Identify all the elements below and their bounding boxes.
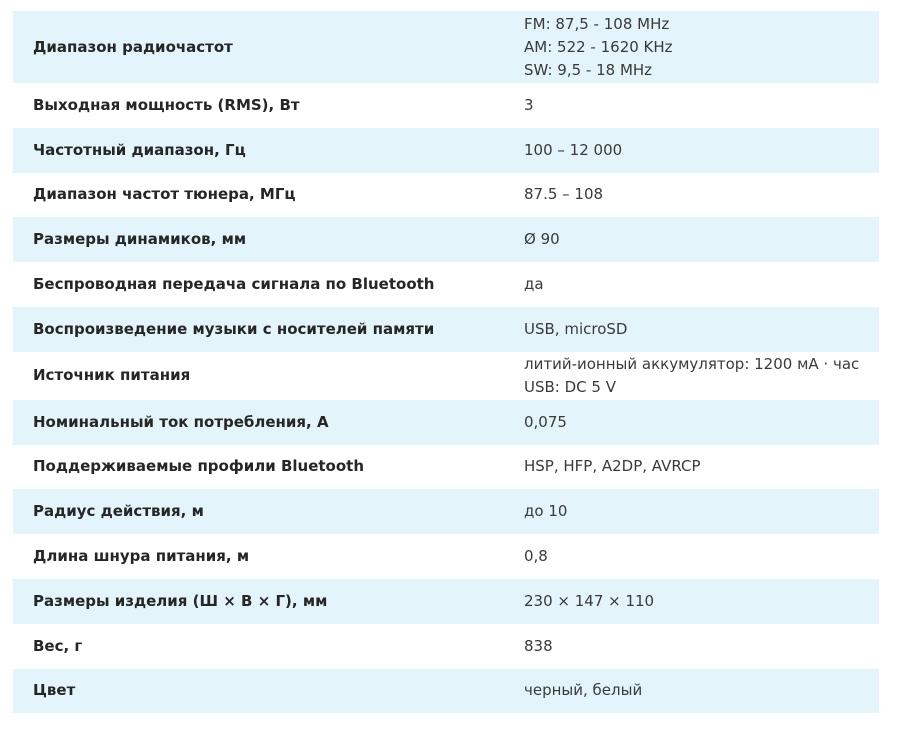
spec-value: [510, 11, 879, 83]
spec-label: Цвет: [33, 681, 76, 700]
table-row: [13, 217, 879, 262]
spec-label: Поддерживаемые профили Bluetooth: [33, 457, 365, 476]
spec-label: Диапазон частот тюнера, МГц: [33, 185, 296, 204]
spec-value: [510, 128, 879, 173]
specifications-body: [13, 11, 879, 713]
table-row: [13, 128, 879, 173]
spec-label: Беспроводная передача сигнала по Bluetooth: [33, 275, 435, 294]
spec-value: [510, 445, 879, 490]
spec-label: Диапазон радиочастот: [33, 37, 233, 56]
spec-value: [510, 262, 879, 307]
table-row: [13, 400, 879, 445]
table-row: [13, 579, 879, 624]
spec-value-line: AM: 522 - 1620 KHz: [524, 37, 673, 56]
spec-value: [510, 83, 879, 128]
spec-label: Выходная мощность (RMS), Вт: [33, 95, 300, 114]
table-row: [13, 83, 879, 128]
spec-label: Воспроизведение музыки с носителей памяти: [33, 319, 435, 338]
table-row: [13, 445, 879, 490]
spec-label: Длина шнура питания, м: [33, 547, 250, 566]
spec-value-line: SW: 9,5 - 18 MHz: [524, 60, 653, 79]
spec-value: [510, 579, 879, 624]
spec-label: Размеры изделия (Ш × В × Г), мм: [33, 591, 328, 610]
table-row: [13, 262, 879, 307]
spec-value: [510, 352, 879, 400]
table-row: [13, 489, 879, 534]
spec-value-line: 0,8: [524, 547, 548, 566]
spec-label: Вес, г: [33, 636, 83, 655]
spec-value-line: HSP, HFP, A2DP, AVRCP: [524, 457, 701, 476]
spec-label: Номинальный ток потребления, А: [33, 412, 329, 431]
spec-label: Источник питания: [33, 366, 191, 385]
spec-label: Радиус действия, м: [33, 502, 204, 521]
spec-label: Частотный диапазон, Гц: [33, 140, 246, 159]
spec-value-line: 838: [524, 636, 553, 655]
spec-value: [510, 400, 879, 445]
spec-value-line: черный, белый: [524, 681, 643, 700]
table-row: [13, 624, 879, 669]
spec-value: [510, 669, 879, 714]
spec-value-line: 3: [524, 95, 534, 114]
spec-value: [510, 624, 879, 669]
table-row: [13, 352, 879, 400]
table-row: [13, 534, 879, 579]
spec-value-line: до 10: [524, 502, 568, 521]
table-row: [13, 11, 879, 83]
spec-value-line: 87.5 – 108: [524, 185, 604, 204]
spec-value-line: да: [524, 275, 544, 294]
table-row: [13, 173, 879, 218]
spec-value-line: FM: 87,5 - 108 MHz: [524, 14, 670, 33]
spec-value: [510, 173, 879, 218]
spec-value: [510, 217, 879, 262]
spec-value-line: USB: DC 5 V: [524, 377, 616, 396]
spec-value-line: USB, microSD: [524, 319, 628, 338]
spec-value-line: 100 – 12 000: [524, 140, 623, 159]
spec-label: Размеры динамиков, мм: [33, 230, 247, 249]
specifications-table: [13, 11, 879, 713]
spec-value-line: Ø 90: [524, 230, 560, 249]
spec-value-line: 230 × 147 × 110: [524, 591, 655, 610]
spec-value-line: 0,075: [524, 412, 567, 431]
spec-value: [510, 534, 879, 579]
spec-value-line: литий-ионный аккумулятор: 1200 мА · час: [524, 354, 860, 373]
table-row: [13, 669, 879, 714]
spec-value: [510, 489, 879, 534]
spec-value: [510, 307, 879, 352]
table-row: [13, 307, 879, 352]
